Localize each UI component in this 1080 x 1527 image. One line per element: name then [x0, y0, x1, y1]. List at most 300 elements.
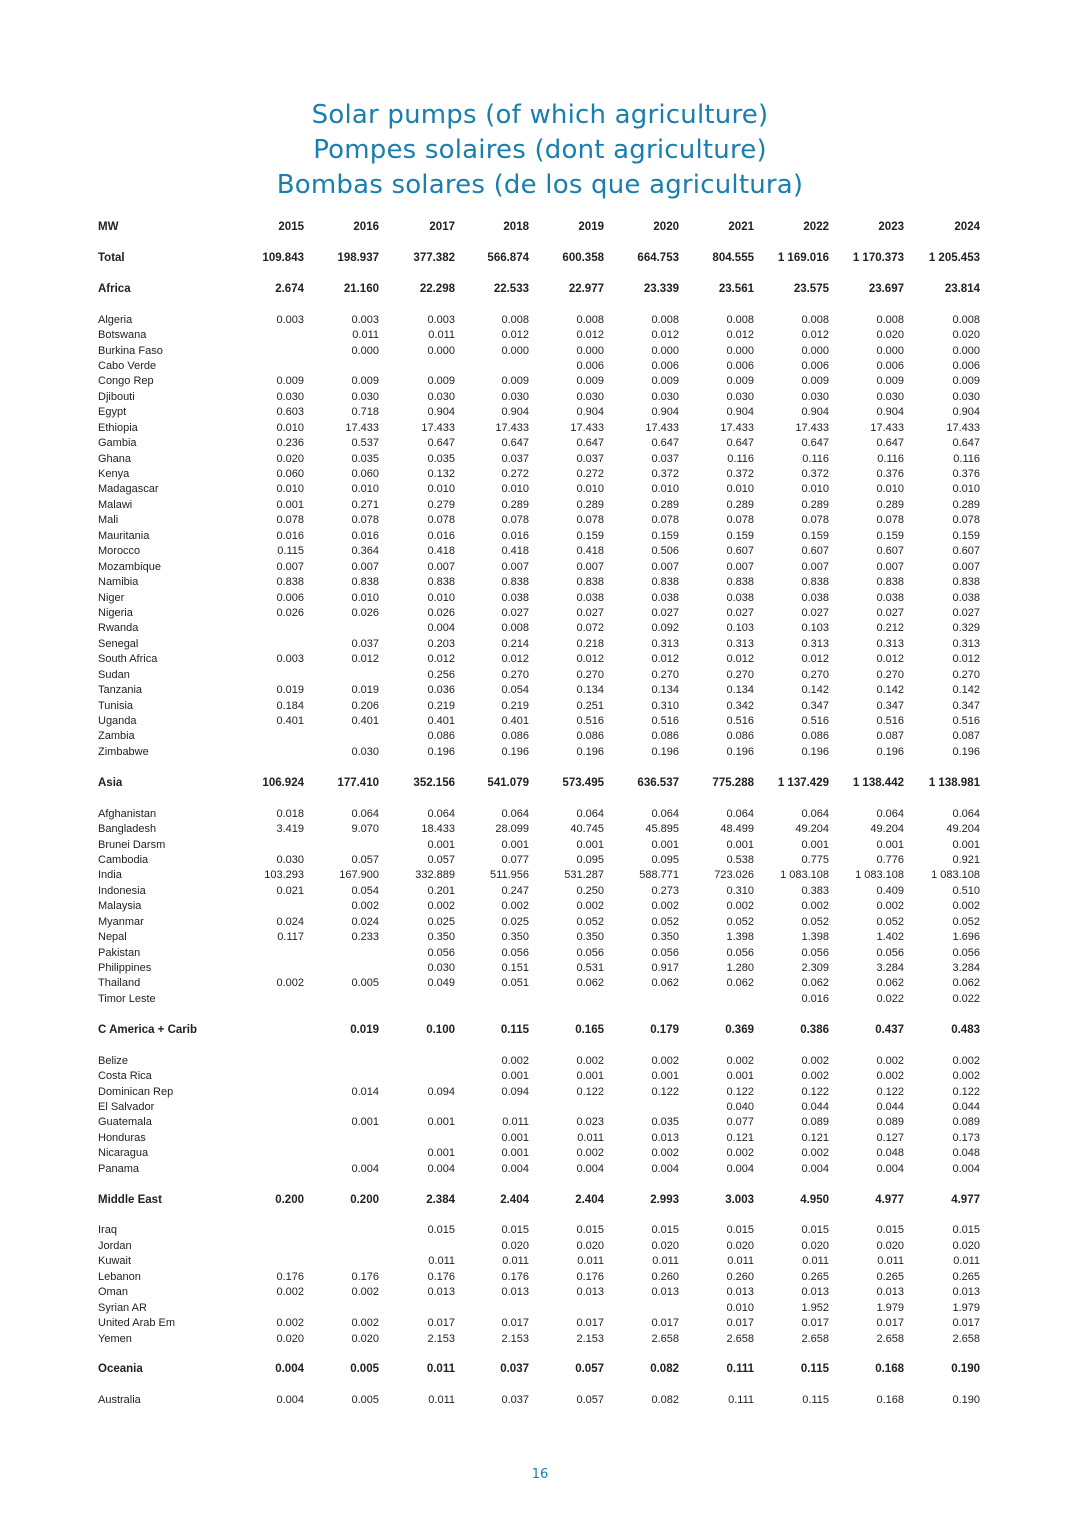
value-cell: 0.418	[501, 545, 529, 558]
value-cell: 0.016	[276, 529, 304, 542]
value-cell: 0.115	[802, 1394, 829, 1407]
value-cell: 0.310	[726, 884, 754, 897]
value-cell: 2023	[878, 221, 904, 233]
value-cell: 0.062	[876, 977, 904, 990]
row-label: Syrian AR	[98, 1301, 147, 1314]
value-cell: 106.924	[262, 776, 304, 789]
value-cell: 0.159	[726, 529, 754, 542]
value-cell: 49.204	[946, 823, 980, 836]
value-cell: 588.771	[639, 869, 679, 882]
value-cell: 0.015	[501, 1224, 529, 1237]
spacer-row	[98, 791, 980, 806]
value-cell: 0.142	[952, 684, 980, 697]
country-row	[98, 976, 980, 991]
spacer-row	[98, 1347, 980, 1362]
value-cell: 1.952	[801, 1301, 829, 1314]
country-row	[98, 1131, 980, 1146]
value-cell	[304, 1100, 379, 1115]
value-cell: 0.350	[427, 931, 455, 944]
value-cell: 0.008	[952, 313, 980, 326]
country-row	[98, 668, 980, 683]
value-cell: 0.004	[952, 1162, 980, 1175]
value-cell: 0.006	[801, 359, 829, 372]
value-cell: 0.062	[801, 977, 829, 990]
value-cell: 0.483	[951, 1023, 980, 1036]
value-cell: 0.000	[427, 344, 455, 357]
country-row	[98, 621, 980, 636]
value-cell: 0.251	[576, 699, 604, 712]
value-cell: 0.002	[952, 1054, 980, 1067]
value-cell: 0.017	[801, 1317, 829, 1330]
value-cell: 0.537	[351, 437, 379, 450]
value-cell: 0.030	[726, 390, 754, 403]
region-row	[98, 1023, 980, 1038]
region-row	[98, 1193, 980, 1208]
value-cell	[230, 961, 304, 976]
value-cell: 0.111	[728, 1394, 754, 1407]
value-cell	[604, 1100, 679, 1115]
value-cell: 0.838	[952, 576, 980, 589]
value-cell: 0.289	[876, 498, 904, 511]
value-cell: 0.000	[876, 344, 904, 357]
value-cell	[379, 359, 455, 374]
value-cell: 0.078	[651, 514, 679, 527]
value-cell: 2.309	[801, 962, 829, 974]
value-cell: 3.419	[276, 823, 304, 836]
value-cell: 0.012	[801, 329, 829, 342]
country-row	[98, 838, 980, 853]
value-cell: 0.013	[952, 1286, 980, 1299]
value-cell: 0.057	[351, 853, 379, 866]
value-cell	[304, 668, 379, 683]
value-cell: 0.260	[651, 1270, 679, 1283]
value-cell: 0.064	[801, 807, 829, 820]
value-cell: 0.122	[952, 1085, 980, 1098]
value-cell: 0.077	[501, 853, 529, 866]
value-cell: 0.030	[952, 390, 980, 403]
value-cell: 0.289	[576, 498, 604, 511]
value-cell: 0.176	[276, 1270, 304, 1283]
value-cell: 0.008	[576, 313, 604, 326]
value-cell	[304, 961, 379, 976]
value-cell: 0.020	[651, 1239, 679, 1252]
value-cell: 0.078	[501, 514, 529, 527]
value-cell: 0.024	[276, 915, 304, 928]
value-cell: 0.000	[501, 344, 529, 357]
value-cell: 0.002	[651, 1147, 679, 1160]
country-row	[98, 544, 980, 559]
value-cell: 0.007	[427, 560, 455, 573]
value-cell: 0.838	[351, 576, 379, 589]
value-cell: 0.002	[651, 1054, 679, 1067]
value-cell: 0.030	[576, 390, 604, 403]
value-cell: 0.077	[726, 1116, 754, 1129]
value-cell: 0.376	[952, 468, 980, 480]
row-label: South Africa	[98, 653, 158, 666]
value-cell	[604, 1301, 679, 1316]
value-cell: 0.057	[427, 853, 455, 866]
value-cell: 0.004	[501, 1162, 529, 1175]
country-row	[98, 1054, 980, 1069]
value-cell: 17.433	[645, 421, 679, 434]
value-cell: 0.007	[501, 560, 529, 573]
value-cell: 0.008	[801, 313, 829, 326]
row-label: Morocco	[98, 545, 141, 558]
value-cell: 0.904	[427, 406, 455, 419]
value-cell: 0.002	[501, 1054, 529, 1067]
value-cell: 0.168	[876, 1394, 904, 1407]
value-cell: 0.012	[501, 653, 529, 666]
value-cell: 2.674	[275, 282, 304, 295]
value-cell	[304, 946, 379, 961]
value-cell: 0.017	[576, 1317, 604, 1330]
value-cell: 0.236	[276, 437, 304, 450]
value-cell: 0.010	[351, 591, 379, 604]
value-cell: 0.026	[276, 606, 304, 619]
value-cell: 17.433	[345, 421, 379, 434]
value-cell: 0.011	[953, 1255, 980, 1268]
value-cell: 0.062	[651, 977, 679, 990]
value-cell	[230, 1054, 304, 1069]
value-cell: 0.002	[726, 1054, 754, 1067]
value-cell: 2.658	[876, 1332, 904, 1345]
value-cell: 0.121	[726, 1131, 754, 1144]
value-cell: 0.078	[726, 514, 754, 527]
country-row	[98, 683, 980, 698]
value-cell: 0.003	[276, 313, 304, 326]
value-cell: 0.027	[801, 606, 829, 619]
value-cell	[379, 1131, 455, 1146]
value-cell	[230, 668, 304, 683]
value-cell: 0.007	[276, 560, 304, 573]
value-cell: 0.718	[351, 406, 379, 419]
value-cell: 0.010	[576, 483, 604, 496]
value-cell: 0.017	[952, 1317, 980, 1330]
value-cell: 1.696	[952, 931, 980, 944]
value-cell: 0.011	[577, 1255, 604, 1268]
value-cell: 0.016	[427, 529, 455, 542]
value-cell: 0.012	[351, 653, 379, 666]
value-cell: 0.003	[351, 313, 379, 326]
value-cell	[230, 745, 304, 760]
value-cell	[304, 992, 379, 1007]
value-cell: 0.012	[651, 329, 679, 342]
value-cell: 0.002	[876, 900, 904, 913]
country-row	[98, 699, 980, 714]
value-cell: 0.313	[876, 637, 904, 650]
value-cell: 0.013	[501, 1286, 529, 1299]
value-cell: 0.030	[651, 390, 679, 403]
value-cell: 0.008	[501, 622, 529, 635]
value-cell: 0.002	[876, 1070, 904, 1083]
value-cell: 0.219	[427, 699, 455, 712]
value-cell: 0.064	[576, 807, 604, 820]
value-cell: 0.008	[651, 313, 679, 326]
value-cell: 0.010	[276, 421, 304, 434]
value-cell: 0.001	[427, 1116, 455, 1129]
value-cell: 0.052	[726, 915, 754, 928]
value-cell: 0.008	[501, 313, 529, 326]
value-cell: 0.369	[725, 1023, 754, 1036]
value-cell: 0.270	[952, 668, 980, 681]
value-cell: 0.012	[726, 653, 754, 666]
row-label: Senegal	[98, 637, 139, 650]
spacer-row	[98, 1177, 980, 1192]
value-cell: 0.002	[427, 900, 455, 913]
value-cell	[529, 1301, 604, 1316]
value-cell: 0.009	[427, 375, 455, 388]
value-cell: 2.153	[501, 1332, 529, 1345]
row-label: Rwanda	[98, 622, 139, 635]
value-cell: 0.006	[726, 359, 754, 372]
value-cell: 0.376	[876, 468, 904, 480]
row-label: Lebanon	[98, 1270, 141, 1283]
value-cell: 0.040	[726, 1100, 754, 1113]
row-label: Oman	[98, 1286, 128, 1299]
value-cell: 600.358	[562, 251, 604, 264]
value-cell: 0.051	[501, 977, 529, 990]
value-cell: 0.122	[576, 1085, 604, 1098]
value-cell: 0.012	[726, 329, 754, 342]
value-cell: 0.647	[576, 437, 604, 450]
value-cell: 0.001	[501, 1131, 529, 1144]
value-cell	[304, 1301, 379, 1316]
country-row	[98, 1393, 980, 1408]
value-cell: 1 169.016	[777, 251, 829, 264]
value-cell: 0.200	[350, 1193, 379, 1206]
value-cell: 0.904	[501, 406, 529, 419]
value-cell: 0.206	[351, 699, 379, 712]
value-cell: 664.753	[637, 251, 679, 264]
value-cell: 775.288	[712, 776, 754, 789]
value-cell: 23.814	[944, 282, 980, 295]
value-cell: 0.122	[726, 1085, 754, 1098]
value-cell	[230, 1239, 304, 1254]
value-cell: 0.017	[501, 1317, 529, 1330]
value-cell: 1 138.981	[928, 776, 980, 789]
value-cell: 0.401	[351, 715, 379, 727]
value-cell: 28.099	[495, 823, 529, 836]
value-cell	[230, 899, 304, 914]
value-cell: 0.516	[576, 715, 604, 727]
country-row	[98, 853, 980, 868]
value-cell: 1.979	[876, 1301, 904, 1314]
value-cell: 0.022	[952, 992, 980, 1005]
value-cell	[679, 992, 754, 1007]
value-cell	[304, 838, 379, 853]
value-cell: 0.347	[952, 699, 980, 712]
value-cell: 0.004	[576, 1162, 604, 1175]
value-cell: 0.011	[802, 1255, 829, 1268]
country-row	[98, 606, 980, 621]
value-cell: 0.001	[427, 838, 455, 851]
value-cell	[379, 1054, 455, 1069]
country-row	[98, 1270, 980, 1285]
value-cell: 0.607	[801, 545, 829, 558]
value-cell: 0.904	[801, 406, 829, 419]
value-cell: 0.009	[801, 375, 829, 388]
value-cell: 0.057	[576, 1394, 604, 1407]
value-cell: 0.168	[875, 1363, 904, 1376]
value-cell: 0.007	[801, 560, 829, 573]
value-cell: 0.010	[726, 1301, 754, 1314]
value-cell: 109.843	[262, 251, 304, 264]
value-cell: 0.196	[876, 745, 904, 758]
value-cell: 0.196	[576, 745, 604, 758]
value-cell	[230, 1162, 304, 1177]
value-cell: 0.347	[876, 699, 904, 712]
value-cell: 0.009	[876, 375, 904, 388]
value-cell: 0.260	[726, 1270, 754, 1283]
value-cell: 0.016	[801, 992, 829, 1005]
value-cell: 531.287	[564, 869, 604, 882]
value-cell: 0.270	[576, 668, 604, 681]
value-cell: 4.950	[800, 1193, 829, 1206]
value-cell	[230, 838, 304, 853]
value-cell: 0.027	[952, 606, 980, 619]
value-cell: 0.002	[952, 1070, 980, 1083]
value-cell: 573.495	[562, 776, 604, 789]
value-cell: 0.000	[952, 344, 980, 357]
country-row	[98, 1115, 980, 1130]
value-cell	[379, 1100, 455, 1115]
value-cell: 0.212	[876, 622, 904, 635]
value-cell: 0.838	[276, 576, 304, 589]
value-cell: 0.111	[726, 1363, 754, 1376]
value-cell: 0.002	[801, 900, 829, 913]
value-cell	[230, 359, 304, 374]
value-cell	[230, 1131, 304, 1146]
value-cell: 0.037	[500, 1363, 529, 1376]
value-cell: 0.002	[276, 977, 304, 990]
page-number: 16	[531, 1467, 549, 1482]
value-cell: 0.233	[351, 931, 379, 944]
value-cell: 0.127	[876, 1131, 904, 1144]
value-cell: 0.921	[952, 853, 980, 866]
value-cell: 0.026	[427, 606, 455, 619]
row-label: Australia	[98, 1394, 141, 1407]
value-cell: 198.937	[337, 251, 379, 264]
value-cell: 0.009	[501, 375, 529, 388]
value-cell: 0.012	[651, 653, 679, 666]
value-cell: 0.019	[276, 684, 304, 697]
value-cell: 0.011	[877, 1255, 904, 1268]
country-row	[98, 405, 980, 420]
value-cell: 0.011	[577, 1131, 604, 1144]
value-cell: 0.020	[276, 1332, 304, 1345]
value-cell: 1.398	[801, 931, 829, 944]
value-cell: 0.159	[952, 529, 980, 542]
value-cell: 2.404	[575, 1193, 604, 1206]
value-cell: 1 083.108	[780, 869, 829, 882]
value-cell: 0.020	[952, 329, 980, 342]
value-cell: 0.372	[801, 468, 829, 480]
country-row	[98, 529, 980, 544]
value-cell: 0.027	[876, 606, 904, 619]
value-cell: 1 205.453	[928, 251, 980, 264]
value-cell: 0.017	[427, 1317, 455, 1330]
value-cell: 2.658	[801, 1332, 829, 1345]
country-row	[98, 1085, 980, 1100]
row-label: Oceania	[98, 1363, 143, 1376]
value-cell: 0.531	[576, 962, 604, 974]
value-cell: 18.433	[421, 823, 455, 836]
value-cell: 0.009	[651, 375, 679, 388]
value-cell: 22.533	[493, 282, 529, 295]
value-cell: 0.116	[802, 452, 829, 465]
country-row	[98, 637, 980, 652]
value-cell: 1 137.429	[777, 776, 829, 789]
row-label: Nicaragua	[98, 1147, 149, 1160]
country-row	[98, 344, 980, 359]
country-row	[98, 1332, 980, 1347]
value-cell: 0.196	[801, 745, 829, 758]
value-cell: 0.013	[576, 1286, 604, 1299]
value-cell: 0.062	[726, 977, 754, 990]
row-label: Kuwait	[98, 1255, 132, 1268]
value-cell	[304, 1239, 379, 1254]
value-cell: 45.895	[645, 823, 679, 836]
row-label: Uganda	[98, 715, 137, 727]
value-cell: 0.010	[876, 483, 904, 496]
country-row	[98, 729, 980, 744]
value-cell: 0.015	[427, 1224, 455, 1237]
value-cell: 0.010	[801, 483, 829, 496]
value-cell: 2024	[954, 221, 980, 233]
value-cell: 0.052	[801, 915, 829, 928]
value-cell: 0.409	[876, 884, 904, 897]
row-label: Zimbabwe	[98, 745, 149, 758]
value-cell: 0.064	[427, 807, 455, 820]
value-cell: 0.013	[726, 1286, 754, 1299]
value-cell: 0.116	[877, 452, 904, 465]
value-cell: 0.647	[876, 437, 904, 450]
value-cell: 0.838	[726, 576, 754, 589]
value-cell: 0.017	[726, 1317, 754, 1330]
value-cell: 1.402	[876, 931, 904, 944]
row-label: Mauritania	[98, 529, 150, 542]
value-cell	[304, 1069, 379, 1084]
value-cell: 0.002	[876, 1054, 904, 1067]
value-cell: 49.204	[870, 823, 904, 836]
value-cell: 0.030	[876, 390, 904, 403]
value-cell: 0.134	[726, 684, 754, 697]
value-cell: 0.030	[801, 390, 829, 403]
value-cell: 3.284	[952, 962, 980, 974]
value-cell: 0.006	[952, 359, 980, 372]
value-cell: 0.310	[651, 699, 679, 712]
value-cell: 0.002	[801, 1054, 829, 1067]
country-row	[98, 992, 980, 1007]
value-cell: 0.035	[351, 452, 379, 465]
value-cell: 0.078	[876, 514, 904, 527]
value-cell: 0.001	[276, 498, 304, 511]
value-cell: 0.000	[351, 344, 379, 357]
row-label: Egypt	[98, 406, 127, 419]
value-cell: 0.012	[427, 653, 455, 666]
value-cell: 0.838	[427, 576, 455, 589]
row-label: Afghanistan	[98, 807, 157, 820]
value-cell: 0.270	[651, 668, 679, 681]
value-cell: 0.013	[801, 1286, 829, 1299]
value-cell: 0.538	[726, 853, 754, 866]
value-cell: 0.115	[500, 1023, 529, 1036]
row-label: Sudan	[98, 668, 130, 681]
value-cell	[455, 992, 529, 1007]
value-cell: 0.289	[501, 498, 529, 511]
value-cell: 0.347	[801, 699, 829, 712]
country-row	[98, 1239, 980, 1254]
